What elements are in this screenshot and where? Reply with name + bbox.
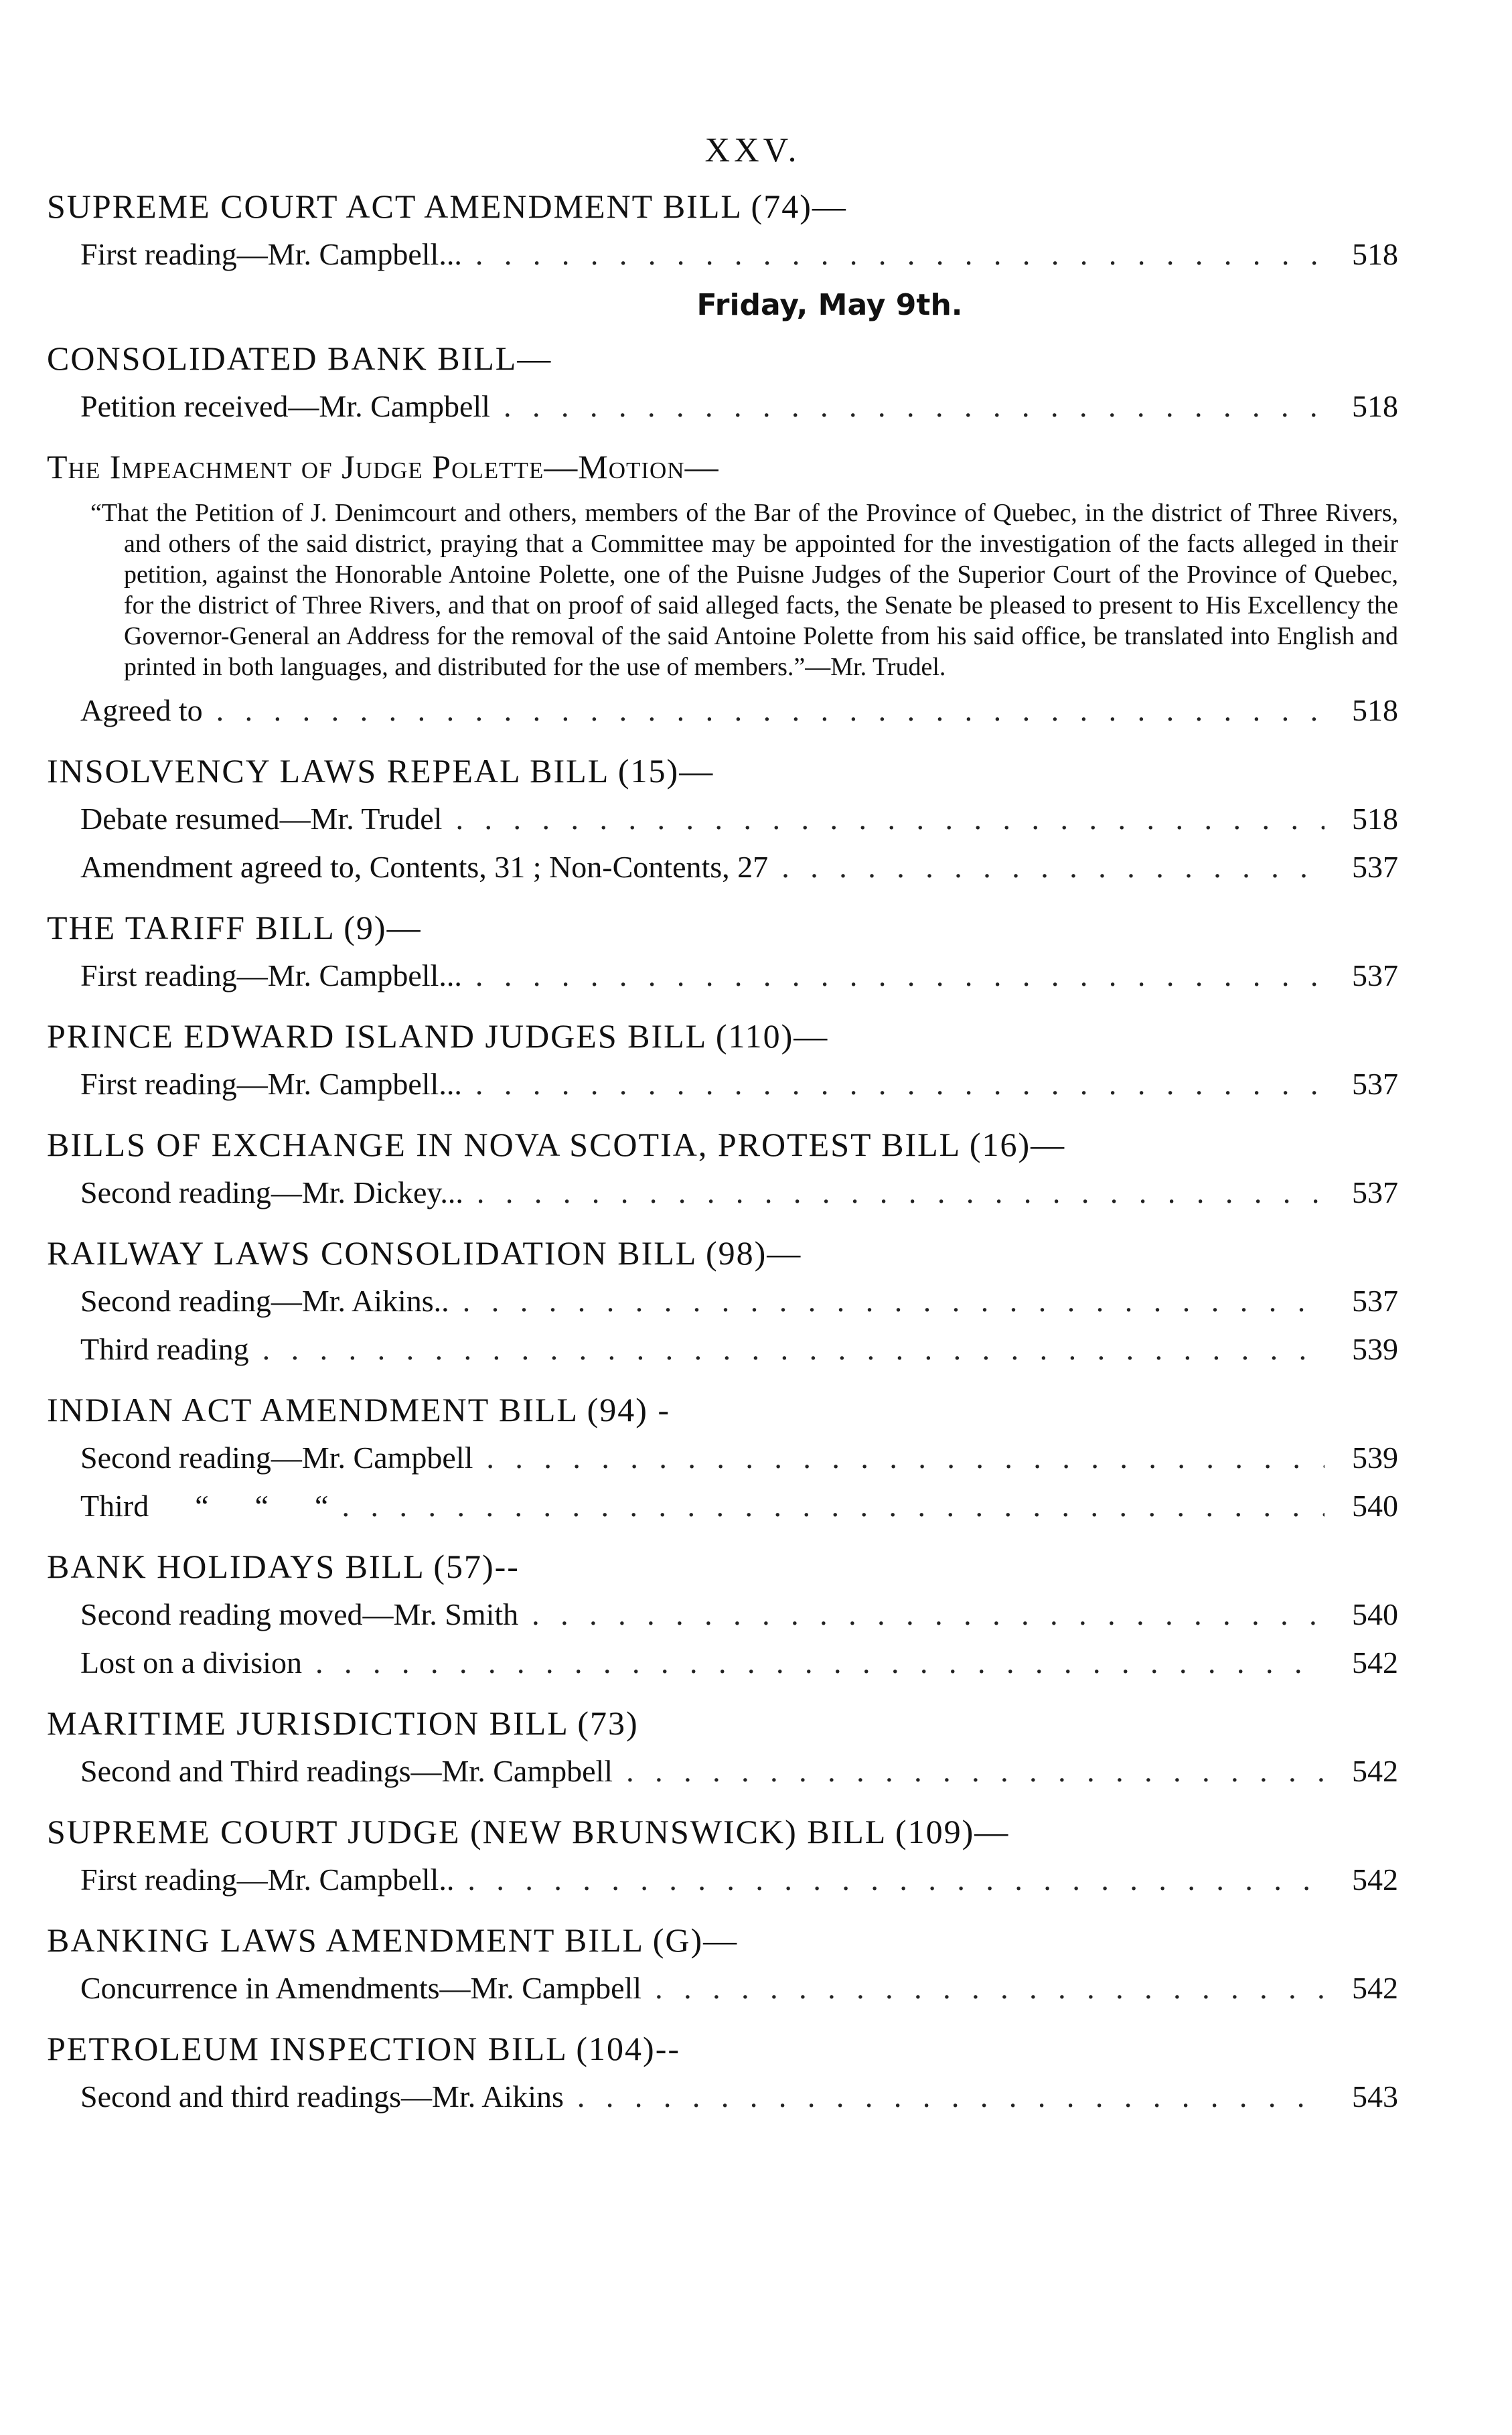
entry-label: Third “ “ “ [80,1489,329,1523]
entry-label: Second reading moved—Mr. Smith [80,1597,519,1631]
index-section [47,1386,1398,1530]
index-section [47,1542,1398,1687]
entry-page: 537 [1352,850,1398,884]
index-section [47,1699,1398,1795]
dot-leaders [315,1639,1325,1687]
section-impeachment [47,443,1398,735]
index-entry [47,1325,1398,1374]
index-section [47,1120,1398,1217]
section-consolidated-bank [47,334,1398,431]
entry-page: 542 [1352,1862,1398,1897]
page-number: XXV. [704,131,801,169]
entry-label: Petition received—Mr. Campbell [80,389,490,423]
dot-leaders [626,1747,1325,1795]
dot-leaders [216,686,1325,735]
dot-leaders [781,843,1325,891]
entry-label: Second reading—Mr. Aikins.. [80,1284,449,1318]
index-entry [47,1856,1398,1904]
dot-leaders [477,1169,1325,1217]
entry-page: 542 [1352,1754,1398,1788]
entry-page: 537 [1352,1067,1398,1101]
index-entry [47,1747,1398,1795]
dot-leaders [486,1434,1325,1482]
index-section [47,1012,1398,1108]
entry-label: First reading—Mr. Campbell.. [80,1862,455,1897]
dot-leaders [475,952,1325,1000]
section-supreme-court-act [47,182,1398,279]
entry-label: Debate resumed—Mr. Trudel [80,802,443,836]
entry-page: 543 [1352,2079,1398,2114]
entry-label: Third reading [80,1332,249,1366]
index-entry [47,230,1398,279]
dot-leaders [577,2073,1325,2121]
entry-label: First reading—Mr. Campbell... [80,1067,462,1101]
entry-label: Second and third readings—Mr. Aikins [80,2079,564,2114]
dot-leaders [475,1060,1325,1108]
dot-leaders [463,1277,1325,1325]
motion-text: “That the Petition of J. Denimcourt and others, members of the Bar of the Province of Quebec, in the district of Three Rivers, and others of the said district, praying that a Committee may be appointed for the investigation of the facts alleged in their petition, against the Honorable Antoine Polette, one of the Puisne Judges of the Superior Court of the Province of Quebec, for the district of Three Rivers, and that on proof of said alleged facts, the Senate be pleased to present to His Excellency the Governor-General an Address for the removal of the said Antoine Polette from his said office, be translated into English and printed in both languages, and distributed for the use of members.”—Mr. Trudel. [90,499,1398,681]
index-section [47,2024,1398,2121]
entry-label: Second and Third readings—Mr. Campbell [80,1754,613,1788]
entry-page: 540 [1352,1597,1398,1631]
entry-label: First reading—Mr. Campbell... [80,958,462,992]
section-heading: The Impeachment of Judge Polette—Motion— [47,448,719,486]
dot-leaders [342,1482,1325,1530]
index-entry [47,1482,1398,1530]
dot-leaders [655,1964,1325,2012]
entry-page: 542 [1352,1971,1398,2005]
index-entry [47,2073,1398,2121]
entry-page: 518 [1352,389,1398,423]
section-heading: THE TARIFF BILL (9)— [47,909,422,946]
section-heading: CONSOLIDATED BANK BILL— [47,340,552,377]
index-entry [47,843,1398,891]
entry-page: 518 [1352,693,1398,727]
index-entry [47,1639,1398,1687]
index-section [47,1916,1398,2012]
entry-page: 518 [1352,237,1398,271]
dot-leaders [262,1325,1325,1374]
entry-label: Second reading—Mr. Dickey... [80,1175,463,1209]
entry-page: 537 [1352,1284,1398,1318]
section-heading: SUPREME COURT ACT AMENDMENT BILL (74)— [47,188,847,225]
entry-label: Second reading—Mr. Campbell [80,1441,473,1475]
dot-leaders [475,230,1325,279]
section-heading: BILLS OF EXCHANGE IN NOVA SCOTIA, PROTEST BILL (16)— [47,1126,1066,1163]
section-heading: PRINCE EDWARD ISLAND JUDGES BILL (110)— [47,1017,829,1055]
entry-page: 539 [1352,1441,1398,1475]
index-section [47,747,1398,891]
dot-leaders [467,1856,1325,1904]
index-entry [47,1434,1398,1482]
section-heading: BANKING LAWS AMENDMENT BILL (G)— [47,1921,739,1959]
date-heading: Friday, May 9th. [696,288,963,322]
entry-page: 518 [1352,802,1398,836]
entry-page: 540 [1352,1489,1398,1523]
index-section [47,1229,1398,1374]
index-sections [47,747,1398,2121]
section-heading: MARITIME JURISDICTION BILL (73) [47,1704,639,1742]
dot-leaders [455,795,1325,843]
index-entry [47,1277,1398,1325]
index-section [47,1807,1398,1904]
entry-label: Agreed to [80,693,203,727]
dot-leaders [504,382,1325,431]
index-entry [47,1591,1398,1639]
section-heading: BANK HOLIDAYS BILL (57)-- [47,1548,520,1585]
entry-label: Concurrence in Amendments—Mr. Campbell [80,1971,642,2005]
entry-page: 539 [1352,1332,1398,1366]
index-entry [47,952,1398,1000]
entry-page: 537 [1352,958,1398,992]
section-heading: INSOLVENCY LAWS REPEAL BILL (15)— [47,752,714,790]
section-heading: INDIAN ACT AMENDMENT BILL (94) - [47,1391,671,1428]
entry-label: First reading—Mr. Campbell... [80,237,462,271]
index-entry [47,382,1398,431]
index-entry [47,686,1398,735]
entry-label: Amendment agreed to, Contents, 31 ; Non-Contents, 27 [80,850,769,884]
section-heading: SUPREME COURT JUDGE (NEW BRUNSWICK) BILL (109)— [47,1813,1010,1850]
index-entry [47,1060,1398,1108]
index-entry [47,1964,1398,2012]
dot-leaders [532,1591,1325,1639]
index-entry [47,1169,1398,1217]
index-entry [47,795,1398,843]
entry-page: 537 [1352,1175,1398,1209]
entry-label: Lost on a division [80,1645,302,1680]
entry-page: 542 [1352,1645,1398,1680]
section-heading: RAILWAY LAWS CONSOLIDATION BILL (98)— [47,1234,802,1272]
section-heading: PETROLEUM INSPECTION BILL (104)-- [47,2030,681,2067]
index-section [47,903,1398,1000]
